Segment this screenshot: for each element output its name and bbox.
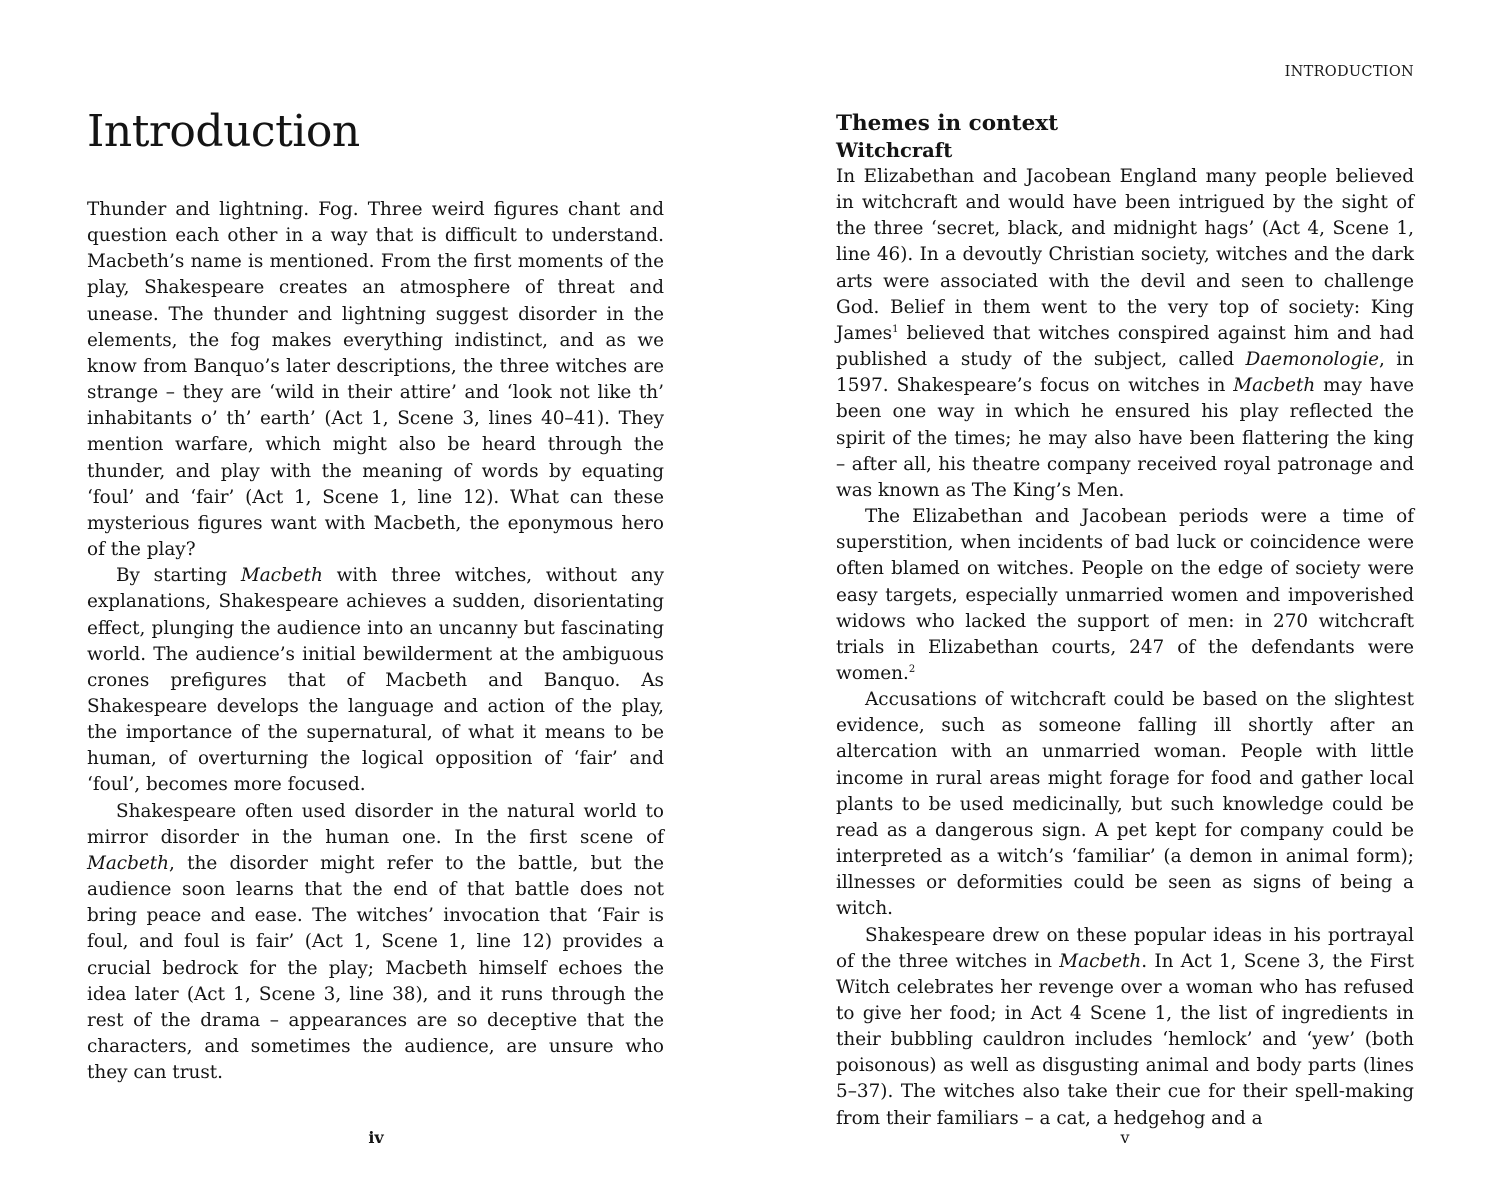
paragraph-opening	[87, 197, 664, 563]
right-page-body	[836, 110, 1414, 1132]
paragraph-starting-macbeth	[87, 563, 664, 798]
paragraph-text: The Elizabethan and Jacobean periods were a time of superstition, when incidents of bad luck or coincidence were often blamed on witches. People on the edge of society were easy targets, especially unmarried women and impoverished widows who lacked the support of men: in 270 witchcraft trials in Elizabethan courts, 247 of the defendants were women.	[836, 506, 1414, 684]
paragraph-superstition	[836, 504, 1414, 687]
play-title-italic: Macbeth	[1233, 375, 1316, 397]
page-number-left: iv	[368, 1128, 384, 1147]
book-title-italic: Daemonologie	[1245, 349, 1380, 371]
page-number-right: v	[1120, 1128, 1130, 1147]
paragraph-text: believed that witches conspired against him and had published a study of the subject, called	[836, 322, 1414, 371]
paragraph-text: Thunder and lightning. Fog. Three weird figures chant and question each other in a way that is difficult to understand. Macbeth’s name is mentioned. From the first moments of the play, Shakespeare creates an atmosphere of threat and unease. The thunder and lightning suggest disorder in the elements, the fog makes everything indistinct, and as we know from Banquo’s later descriptions, the three witches are strange – they are ‘wild in their attire’ and ‘look not like th’ inhabitants o’ th’ earth’ (Act 1, Scene 3, lines 40–41). They mention warfare, which might also be heard through the thunder, and play with the meaning of words by equating ‘foul’ and ‘fair’ (Act 1, Scene 1, line 12). What can these mysterious figures want with Macbeth, the eponymous hero of the play?	[87, 199, 664, 561]
paragraph-text: By starting	[116, 565, 241, 587]
play-title-italic: Macbeth	[1059, 950, 1142, 972]
right-page	[750, 0, 1500, 1203]
paragraph-portrayal	[836, 923, 1414, 1132]
play-title-italic: Macbeth	[87, 852, 169, 874]
chapter-title: Introduction	[87, 106, 360, 157]
paragraph-text: In Elizabethan and Jacobean England many people believed in witchcraft and would have been intrigued by the sight of the three ‘secret, black, and midnight hags’ (Act 4, Scene 1, line 46). In a devoutly Christian society, witches and the dark arts were associated with the devil and seen to challenge God. Belief in them went to the very top of society: King James	[836, 166, 1414, 344]
footnote-marker: 1	[892, 323, 899, 335]
footnote-marker: 2	[908, 663, 916, 675]
paragraph-text: Shakespeare drew on these popular ideas in his portrayal of the three witches in	[836, 924, 1414, 972]
running-head: INTRODUCTION	[1284, 64, 1414, 80]
paragraph-text: Accusations of witchcraft could be based on the slightest evidence, such as someone falling ill shortly after an altercation with an unmarried woman. People with little income in rural areas might forage for food and gather local plants to be used medicinally, but such knowledge could be read as a dangerous sign. A pet kept for company could be interpreted as a witch’s ‘familiar’ (a demon in animal form); illnesses or deformities could be seen as signs of being a witch.	[836, 689, 1414, 920]
paragraph-text: , in 1597. Shakespeare’s focus on witches in	[836, 349, 1414, 397]
paragraph-text: with three witches, without any explanations, Shakespeare achieves a sudden, disorientating effect, plunging the audience into an uncanny but fascinating world. The audience’s initial bewilderment at the ambiguous crones prefigures that of Macbeth and Banquo. As Shakespeare develops the language and action of the play, the importance of the supernatural, of what it means to be human, of overturning the logical opposition of ‘fair’ and ‘foul’, becomes more focused.	[87, 565, 664, 796]
paragraph-accusations	[836, 687, 1414, 922]
paragraph-text: , the disorder might refer to the battle, but the audience soon learns that the end of that battle does not bring peace and ease. The witches’ invocation that ‘Fair is foul, and foul is fair’ (Act 1, Scene 1, line 12) provides a crucial bedrock for the play; Macbeth himself echoes the idea later (Act 1, Scene 3, line 38), and it runs through the rest of the drama – appearances are so deceptive that the characters, and sometimes the audience, are unsure who they can trust.	[87, 852, 664, 1084]
left-page-body	[87, 197, 664, 1086]
paragraph-disorder	[87, 799, 664, 1087]
paragraph-witchcraft-belief	[836, 164, 1414, 504]
paragraph-text: Shakespeare often used disorder in the natural world to mirror disorder in the human one. In the first scene of	[87, 800, 664, 848]
section-heading: Themes in context	[836, 111, 1059, 136]
paragraph-text: may have been one way in which he ensured his play reflected the spirit of the times; he may also have been flattering the king – after all, his theatre company received royal patronage and was known as The King’s Men.	[836, 375, 1414, 501]
subsection-heading: Witchcraft	[836, 139, 953, 162]
play-title-italic: Macbeth	[240, 565, 323, 587]
paragraph-text: . In Act 1, Scene 3, the First Witch celebrates her revenge over a woman who has refused to give her food; in Act 4 Scene 1, the list of ingredients in their bubbling cauldron includes ‘hemlock’ and ‘yew’ (both poisonous) as well as disgusting animal and body parts (lines 5–37). The witches also take their cue for their spell-making from their familiars – a cat, a hedgehog and a	[836, 950, 1414, 1129]
